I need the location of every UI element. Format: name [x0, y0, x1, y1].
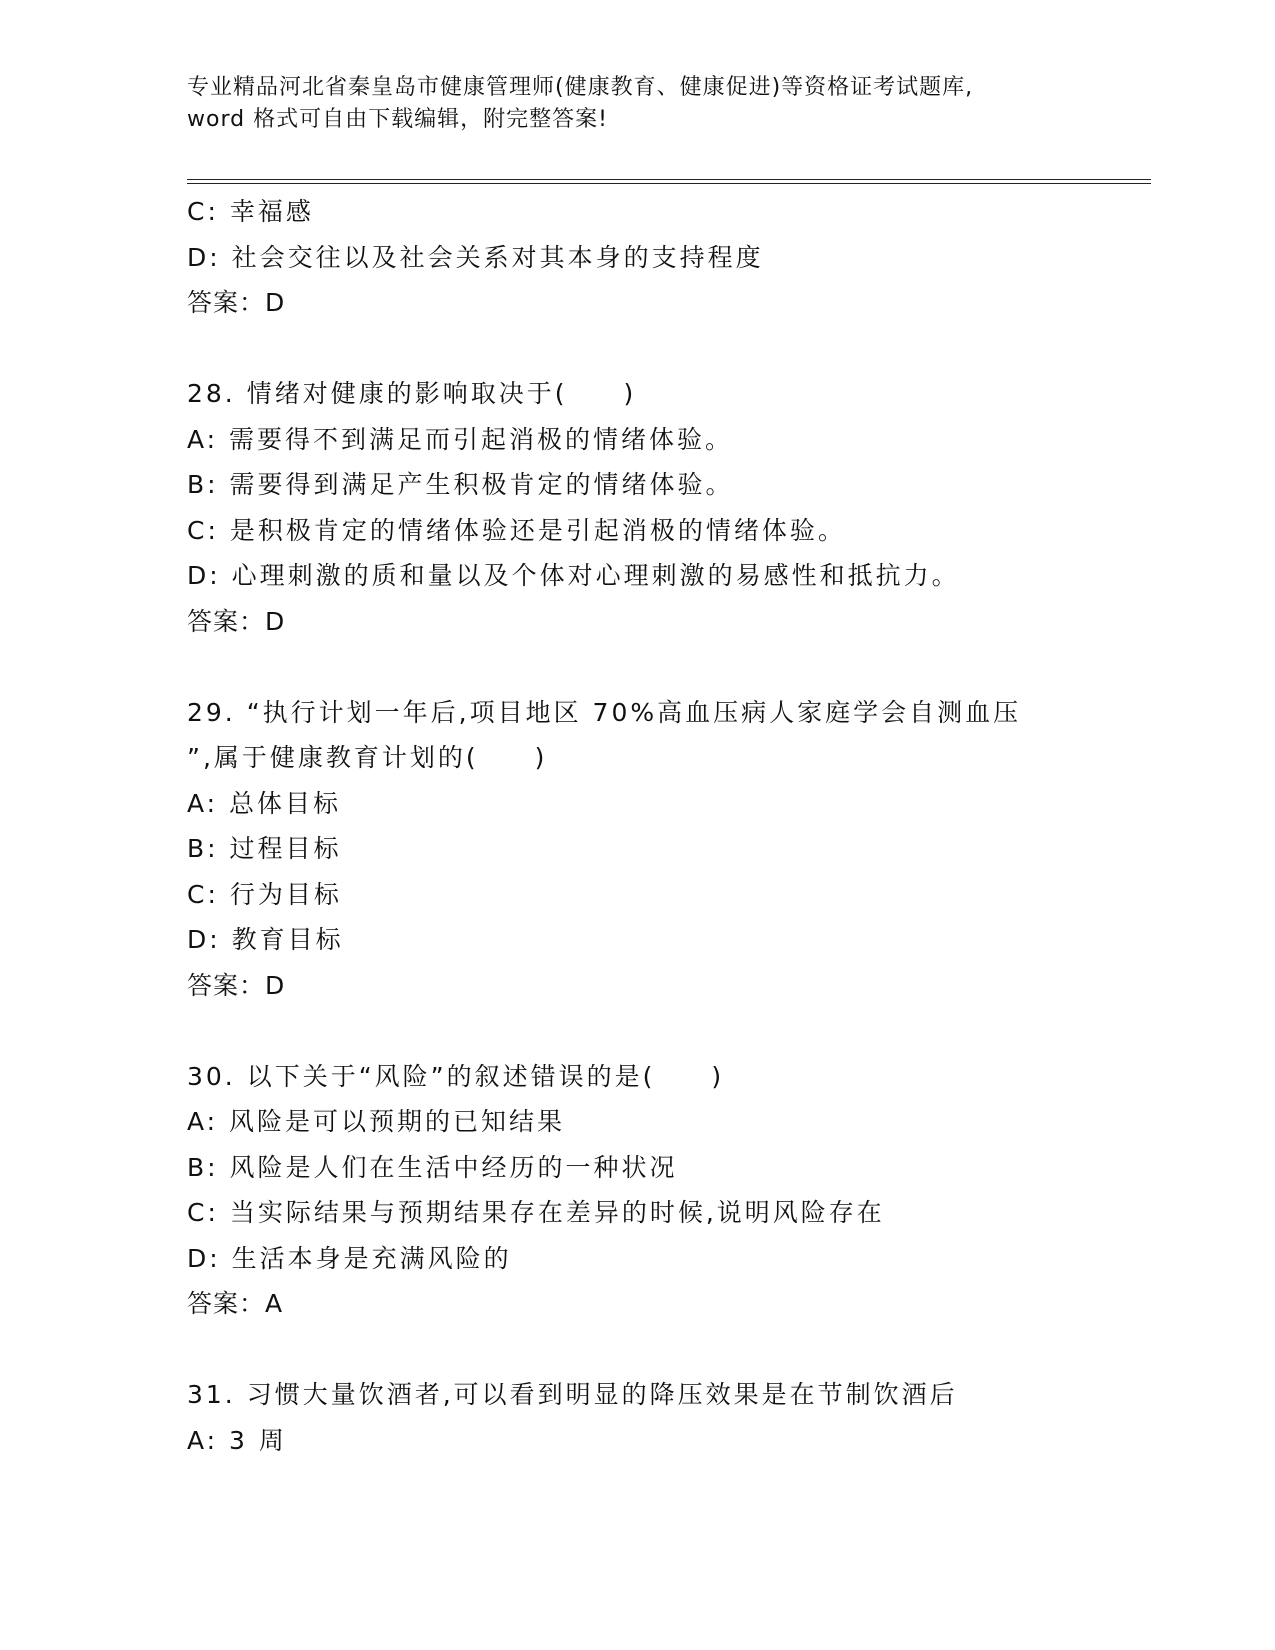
question-29-line-1: 29. “执行计划一年后,项目地区 70%高血压病人家庭学会自测血压: [187, 697, 1022, 727]
question-31: 31. 习惯大量饮酒者,可以看到明显的降压效果是在节制饮酒后: [187, 1380, 958, 1409]
spacer: [187, 1327, 1151, 1373]
question-28: 28. 情绪对健康的影响取决于( ): [187, 379, 637, 408]
option-b: B: 需要得到满足产生积极肯定的情绪体验。: [187, 470, 734, 499]
document-header: [187, 72, 1087, 136]
spacer: [187, 326, 1151, 372]
option-a: A: 需要得不到满足而引起消极的情绪体验。: [187, 424, 734, 454]
answer-label: 答案：D: [187, 970, 286, 1000]
option-c: C: 当实际结果与预期结果存在差异的时候,说明风险存在: [187, 1198, 885, 1227]
answer-label: 答案：A: [187, 1289, 284, 1318]
option-d: D: 社会交往以及社会关系对其本身的支持程度: [187, 242, 764, 272]
option-a: A: 总体目标: [187, 788, 342, 818]
question-list: [187, 189, 1151, 1463]
header-divider-top: [187, 179, 1151, 180]
option-c: C: 是积极肯定的情绪体验还是引起消极的情绪体验。: [187, 515, 846, 545]
option-c: C: 行为目标: [187, 879, 342, 909]
answer-label: 答案：D: [187, 606, 286, 636]
answer-label: 答案：D: [187, 288, 286, 317]
option-b: B: 风险是人们在生活中经历的一种状况: [187, 1152, 678, 1182]
header-line-2: word 格式可自由下载编辑，附完整答案!: [187, 107, 608, 132]
header-line-1: 专业精品河北省秦皇岛市健康管理师(健康教育、健康促进)等资格证考试题库,: [187, 75, 974, 100]
option-d: D: 生活本身是充满风险的: [187, 1243, 512, 1273]
question-29-line-2: ”,属于健康教育计划的( ): [187, 743, 548, 772]
option-b: B: 过程目标: [187, 834, 342, 863]
option-a: A: 3 周: [187, 1425, 287, 1455]
spacer: [187, 1008, 1151, 1054]
question-30: 30. 以下关于“风险”的叙述错误的是( ): [187, 1061, 725, 1091]
option-d: D: 心理刺激的质和量以及个体对心理刺激的易感性和抵抗力。: [187, 561, 960, 590]
option-c: C: 幸福感: [187, 197, 314, 226]
spacer: [187, 644, 1151, 690]
header-divider-bottom: [187, 183, 1151, 184]
option-a: A: 风险是可以预期的已知结果: [187, 1107, 566, 1136]
option-d: D: 教育目标: [187, 925, 344, 954]
